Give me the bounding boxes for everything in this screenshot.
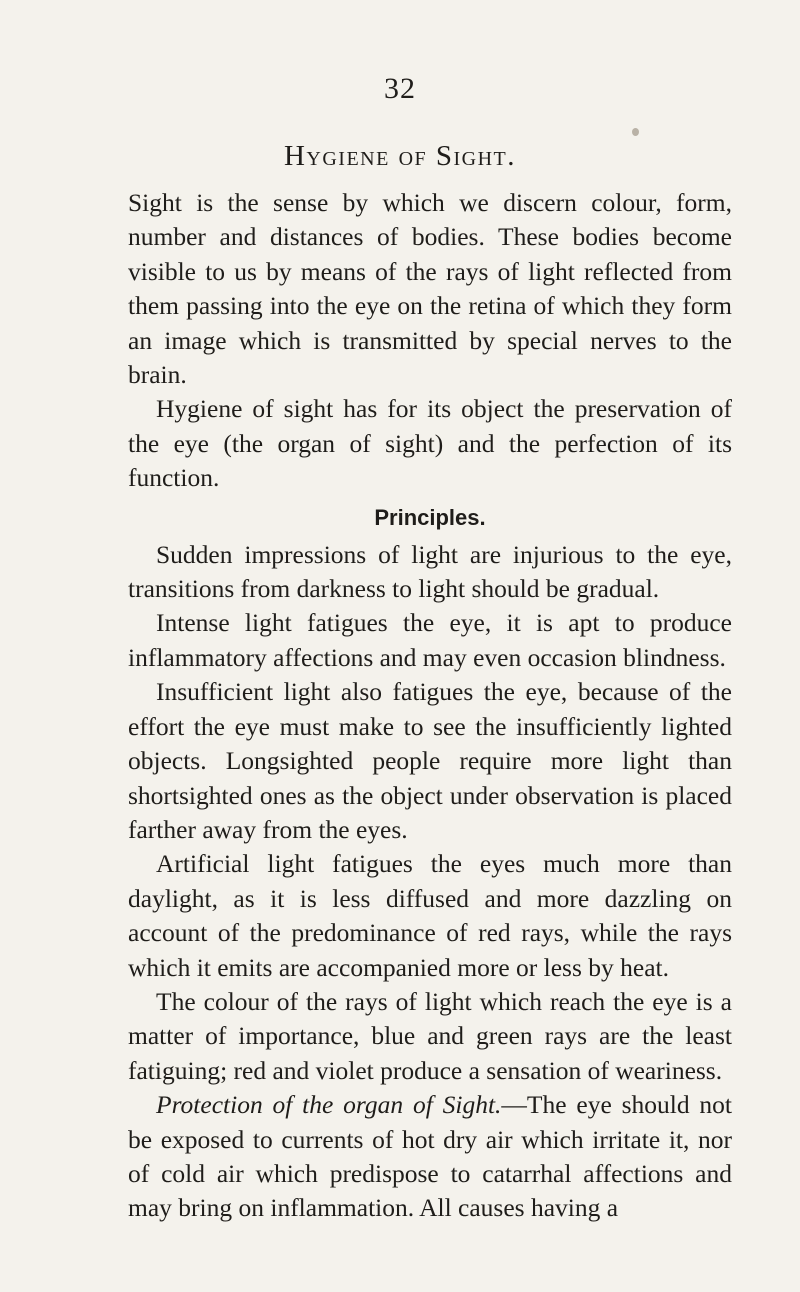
paragraph-sight-definition: Sight is the sense by which we discern colour, form, number and distances of bodies. These bodies become visible to us by means of the rays of light reflected from them passing into the eye on the retina of which they form an image which is transmitted by special nerves to the brain. [128,188,732,390]
protection-text: —The eye should not be exposed to currents of hot dry air which irritate it, nor of cold air which predispose to catarrhal affections and may bring on inflammation. All causes having a [128,1090,732,1223]
paragraph-intense-light: Intense light fatigues the eye, it is apt to produce inflammatory affections and may even occasion blindness. [128,608,732,672]
section-heading-principles: Principles. [374,504,486,530]
paragraph-insufficient-light: Insufficient light also fatigues the eye, because of the effort the eye must make to see the insufficiently lighted objects. Longsighted people require more light than shortsighted ones as the object under observation is placed farther away from the eyes. [128,677,732,844]
paragraph-protection [128,1088,732,1226]
paragraph-colour-of-rays: The colour of the rays of light which reach the eye is a matter of importance, blue and green rays are the least fatiguing; red and violet produce a sensation of weariness. [128,986,732,1085]
body-text [128,186,732,1226]
page-number: 32 [384,72,416,105]
paragraph-artificial-light: Artificial light fatigues the eyes much more than daylight, as it is less diffused and more dazzling on account of the predominance of red rays, while the rays which it emits are accompanied more or less by heat. [128,849,732,982]
page-title: Hygiene of Sight. [283,140,517,172]
paragraph-hygiene-object: Hygiene of sight has for its object the preservation of the eye (the organ of sight) and the perfection of its function. [128,394,732,493]
paragraph-sudden-impressions: Sudden impressions of light are injurious to the eye, transitions from darkness to light should be gradual. [128,539,732,604]
paper-speck [632,128,639,136]
protection-lead: Protection of the organ of Sight. [156,1090,502,1120]
